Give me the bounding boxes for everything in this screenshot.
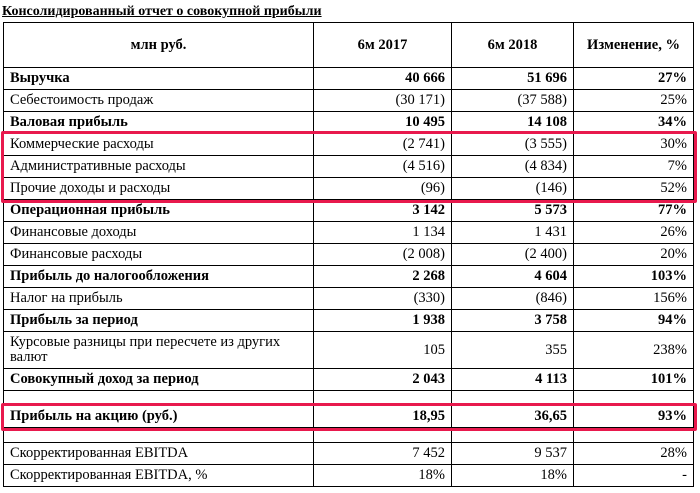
value-2017: 2 268 <box>314 266 452 288</box>
value-2017: 40 666 <box>314 68 452 90</box>
value-2017: (96) <box>314 178 452 200</box>
value-change: 28% <box>574 443 694 465</box>
value-2017: 18,95 <box>314 406 452 428</box>
value-2017: 10 495 <box>314 112 452 134</box>
row-cost-of-sales <box>4 90 694 112</box>
row-finance-income <box>4 222 694 244</box>
value-2018: 3 758 <box>452 310 574 332</box>
row-label: Коммерческие расходы <box>4 134 314 156</box>
value-change: 25% <box>574 90 694 112</box>
row-income-tax <box>4 288 694 310</box>
value-2017: 1 134 <box>314 222 452 244</box>
row-adjusted-ebitda-margin <box>4 465 694 487</box>
row-adjusted-ebitda <box>4 443 694 465</box>
row-label: Финансовые доходы <box>4 222 314 244</box>
row-label: Прибыль на акцию (руб.) <box>4 406 314 428</box>
value-2017: 18% <box>314 465 452 487</box>
row-label: Валовая прибыль <box>4 112 314 134</box>
value-change: 27% <box>574 68 694 90</box>
value-2018: (37 588) <box>452 90 574 112</box>
value-2018: 18% <box>452 465 574 487</box>
column-header-2018: 6м 2018 <box>452 23 574 68</box>
value-change: 93% <box>574 406 694 428</box>
highlight-box-expenses <box>1 131 697 203</box>
column-header-2017: 6м 2017 <box>314 23 452 68</box>
value-change: 20% <box>574 244 694 266</box>
value-change: 238% <box>574 332 694 369</box>
value-change: 94% <box>574 310 694 332</box>
row-label: Операционная прибыль <box>4 200 314 222</box>
row-finance-expenses <box>4 244 694 266</box>
value-2017: (2 008) <box>314 244 452 266</box>
value-2018: 5 573 <box>452 200 574 222</box>
value-2018: (846) <box>452 288 574 310</box>
row-label: Совокупный доход за период <box>4 369 314 391</box>
value-2018: (2 400) <box>452 244 574 266</box>
value-change: 30% <box>574 134 694 156</box>
value-2017: 7 452 <box>314 443 452 465</box>
row-label: Выручка <box>4 68 314 90</box>
row-label: Прочие доходы и расходы <box>4 178 314 200</box>
value-2017: 105 <box>314 332 452 369</box>
value-2018: (146) <box>452 178 574 200</box>
value-2018: 1 431 <box>452 222 574 244</box>
value-2017: (4 516) <box>314 156 452 178</box>
value-2018: 355 <box>452 332 574 369</box>
value-2017: 3 142 <box>314 200 452 222</box>
row-label: Курсовые разницы при пересчете из других валют <box>4 332 314 369</box>
value-2018: (4 834) <box>452 156 574 178</box>
value-change: 103% <box>574 266 694 288</box>
value-change: 52% <box>574 178 694 200</box>
row-label: Прибыль за период <box>4 310 314 332</box>
row-label: Себестоимость продаж <box>4 90 314 112</box>
value-change: 34% <box>574 112 694 134</box>
row-revenue <box>4 68 694 90</box>
report-title: Консолидированный отчет о совокупной прибыли <box>2 4 322 19</box>
row-profit-for-period <box>4 310 694 332</box>
value-2017: (30 171) <box>314 90 452 112</box>
row-profit-before-tax <box>4 266 694 288</box>
value-2017: 1 938 <box>314 310 452 332</box>
row-label: Административные расходы <box>4 156 314 178</box>
column-header-change: Изменение, % <box>574 23 694 68</box>
highlight-box-eps <box>1 403 697 431</box>
row-label: Налог на прибыль <box>4 288 314 310</box>
header-row <box>4 23 694 68</box>
value-2017: 2 043 <box>314 369 452 391</box>
value-change: 26% <box>574 222 694 244</box>
row-label: Скорректированная EBITDA, % <box>4 465 314 487</box>
value-2018: (3 555) <box>452 134 574 156</box>
row-comprehensive-income <box>4 369 694 391</box>
value-2017: (2 741) <box>314 134 452 156</box>
value-2018: 9 537 <box>452 443 574 465</box>
row-label: Скорректированная EBITDA <box>4 443 314 465</box>
value-change: 101% <box>574 369 694 391</box>
value-2017: (330) <box>314 288 452 310</box>
row-fx-differences <box>4 332 694 369</box>
value-2018: 14 108 <box>452 112 574 134</box>
value-2018: 36,65 <box>452 406 574 428</box>
value-change: 156% <box>574 288 694 310</box>
value-2018: 51 696 <box>452 68 574 90</box>
row-label: Финансовые расходы <box>4 244 314 266</box>
value-2018: 4 113 <box>452 369 574 391</box>
column-header-label: млн руб. <box>4 23 314 68</box>
value-change: 77% <box>574 200 694 222</box>
value-change: - <box>574 465 694 487</box>
row-label: Прибыль до налогообложения <box>4 266 314 288</box>
value-change: 7% <box>574 156 694 178</box>
value-2018: 4 604 <box>452 266 574 288</box>
row-operating-profit <box>4 200 694 222</box>
